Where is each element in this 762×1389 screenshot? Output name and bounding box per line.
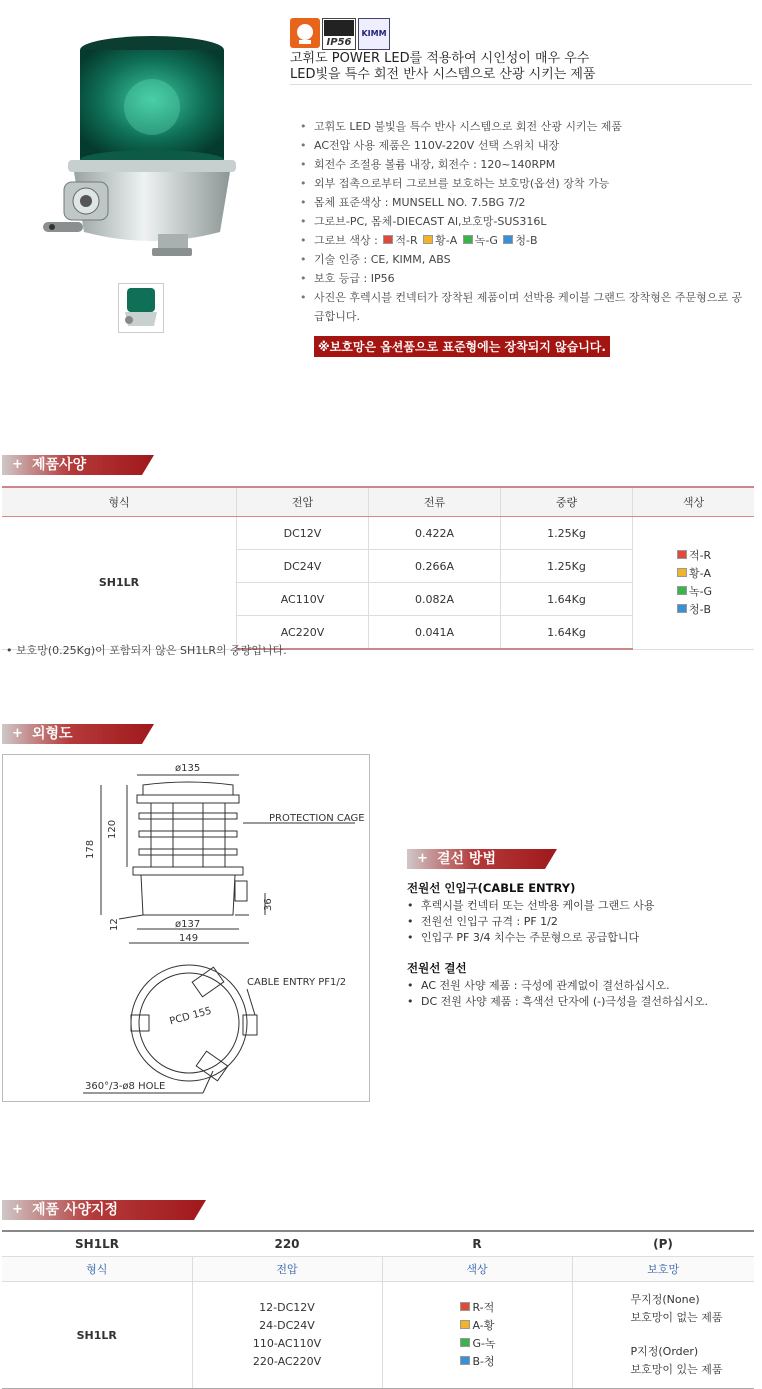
pcd-label: PCD 155 xyxy=(168,1005,213,1028)
feature-item: • 보호 등급 : IP56 xyxy=(300,269,752,288)
glove-color: 청-B xyxy=(515,234,538,247)
plus-icon: + xyxy=(12,457,23,472)
product-thumbnail[interactable] xyxy=(118,283,164,333)
current-cell: 0.422A xyxy=(369,517,501,550)
glove-color: 적-R xyxy=(395,234,418,247)
feature-item-glove-colors xyxy=(300,231,752,250)
guard-none-title: 무지정(None) xyxy=(630,1293,700,1306)
amber-swatch-icon xyxy=(460,1320,470,1329)
column-header: 형식 xyxy=(2,487,237,517)
code-color: R xyxy=(382,1231,572,1257)
voltage-cell: DC12V xyxy=(237,517,369,550)
feature-item: • 기술 인증 : CE, KIMM, ABS xyxy=(300,250,752,269)
list-item: • 전원선 인입구 규격 : PF 1/2 xyxy=(407,914,757,930)
feature-item: • 사진은 후렉시블 컨넥터가 장착된 제품이며 선박용 케이블 그랜드 장착형은 주문형으로 공급합니다. xyxy=(300,288,752,326)
table-row xyxy=(2,517,754,550)
list-item: • 인입구 PF 3/4 치수는 주문형으로 공급합니다 xyxy=(407,930,757,946)
section-header-order xyxy=(2,1200,206,1220)
sub-header: 형식 xyxy=(2,1257,192,1282)
dimension-drawing xyxy=(2,754,370,1102)
feature-list xyxy=(300,117,752,326)
order-voltages xyxy=(192,1282,382,1389)
color-option: R-적 xyxy=(472,1301,495,1314)
list-item: • AC 전원 사양 제품 : 극성에 관계없이 결선하십시오. xyxy=(407,978,757,994)
red-swatch-icon xyxy=(677,550,687,559)
section-title: 결선 방법 xyxy=(437,851,496,867)
weight-cell: 1.25Kg xyxy=(501,517,633,550)
feature-item: • AC전압 사용 제품은 110V-220V 선택 스위치 내장 xyxy=(300,136,752,155)
code-model: SH1LR xyxy=(2,1231,192,1257)
glove-color: 녹-G xyxy=(474,234,498,247)
code-voltage: 220 xyxy=(192,1231,382,1257)
amber-swatch-icon xyxy=(423,235,433,244)
order-colors xyxy=(382,1282,572,1389)
red-swatch-icon xyxy=(460,1302,470,1311)
order-sub-row xyxy=(2,1257,754,1282)
model-cell: SH1LR xyxy=(2,517,237,650)
weight-note-text: 보호망(0.25Kg)이 포함되지 않은 SH1LR의 중량입니다. xyxy=(16,644,287,657)
section-header-drawing xyxy=(2,724,154,744)
hole-label: 360°/3-ø8 HOLE xyxy=(85,1081,166,1092)
voltage-cell: AC110V xyxy=(237,583,369,616)
ip-rating-icon xyxy=(322,18,356,50)
cable-entry-title: 전원선 인입구(CABLE ENTRY) xyxy=(407,881,576,895)
voltage-option: 110-AC110V xyxy=(252,1337,322,1350)
plus-icon: + xyxy=(12,1202,23,1217)
feature-item: • 회전수 조절용 볼륨 내장, 회전수 : 120~140RPM xyxy=(300,155,752,174)
color-option: A-황 xyxy=(472,1319,495,1332)
code-guard: (P) xyxy=(572,1231,754,1257)
warning-lamp-icon xyxy=(290,18,320,48)
column-header: 중량 xyxy=(501,487,633,517)
red-swatch-icon xyxy=(383,235,393,244)
weight-cell: 1.25Kg xyxy=(501,550,633,583)
section-header-wiring xyxy=(407,849,557,869)
green-swatch-icon xyxy=(463,235,473,244)
voltage-cell: DC24V xyxy=(237,550,369,583)
dim-149: 149 xyxy=(179,933,199,944)
green-swatch-icon xyxy=(460,1338,470,1347)
color-label: 녹-G xyxy=(688,584,713,598)
feature-item: • 외부 접촉으로부터 그로브를 보호하는 보호망(옵션) 장착 가능 xyxy=(300,174,752,193)
dim-36: 36 xyxy=(263,898,274,911)
order-code-row xyxy=(2,1231,754,1257)
current-cell: 0.041A xyxy=(369,616,501,650)
voltage-cell: AC220V xyxy=(237,616,369,650)
section-title: 제품 사양지정 xyxy=(32,1202,119,1218)
wiring-info xyxy=(407,880,757,1024)
current-cell: 0.082A xyxy=(369,583,501,616)
section-title: 제품사양 xyxy=(32,457,87,473)
dim-12: 12 xyxy=(109,918,120,931)
list-item: • 후렉시블 컨넥터 또는 선박용 케이블 그랜드 사용 xyxy=(407,898,757,914)
dim-120: 120 xyxy=(107,819,118,839)
protection-cage-label: PROTECTION CAGE xyxy=(269,813,365,824)
current-cell: 0.266A xyxy=(369,550,501,583)
voltage-option: 24-DC24V xyxy=(259,1319,315,1332)
weight-note: • 보호망(0.25Kg)이 포함되지 않은 SH1LR의 중량입니다. xyxy=(6,644,287,657)
spec-table xyxy=(2,486,754,650)
sub-header: 보호망 xyxy=(572,1257,754,1282)
dim-d135: ø135 xyxy=(175,763,201,774)
ip-rating-label: IP56 xyxy=(326,37,352,48)
green-swatch-icon xyxy=(677,586,687,595)
kimm-label: KIMM xyxy=(361,29,387,38)
color-option: G-녹 xyxy=(472,1337,496,1350)
dim-178: 178 xyxy=(85,839,96,859)
guard-notice: ※보호망은 옵션품으로 표준형에는 장착되지 않습니다. xyxy=(314,336,610,357)
column-header: 전압 xyxy=(237,487,369,517)
headline-line2: LED빛을 특수 회전 반사 시스템으로 산광 시키는 제품 xyxy=(290,67,596,82)
weight-cell: 1.64Kg xyxy=(501,616,633,650)
blue-swatch-icon xyxy=(677,604,687,613)
weight-cell: 1.64Kg xyxy=(501,583,633,616)
feature-item: • 고휘도 LED 불빛을 특수 반사 시스템으로 회전 산광 시키는 제품 xyxy=(300,117,752,136)
guard-order-title: P지정(Order) xyxy=(630,1345,699,1358)
order-table xyxy=(2,1230,754,1389)
blue-swatch-icon xyxy=(460,1356,470,1365)
column-header: 전류 xyxy=(369,487,501,517)
color-cell xyxy=(633,517,755,650)
blue-swatch-icon xyxy=(503,235,513,244)
voltage-option: 12-DC12V xyxy=(259,1301,315,1314)
order-model: SH1LR xyxy=(2,1282,192,1389)
kimm-cert-icon xyxy=(358,18,390,50)
amber-swatch-icon xyxy=(677,568,687,577)
plus-icon: + xyxy=(417,851,428,866)
glove-color: 황-A xyxy=(435,234,458,247)
color-option: B-청 xyxy=(472,1355,495,1368)
dim-d137: ø137 xyxy=(175,919,201,930)
table-header-row xyxy=(2,487,754,517)
order-body-row xyxy=(2,1282,754,1389)
sub-header: 색상 xyxy=(382,1257,572,1282)
connection-title: 전원선 결선 xyxy=(407,961,467,975)
voltage-option: 220-AC220V xyxy=(252,1355,322,1368)
section-header-spec xyxy=(2,455,154,475)
plus-icon: + xyxy=(12,726,23,741)
column-header: 색상 xyxy=(633,487,755,517)
feature-item: • 그로브-PC, 몸체-DIECAST Al,보호망-SUS316L xyxy=(300,212,752,231)
feature-item: • 몸체 표준색상 : MUNSELL NO. 7.5BG 7/2 xyxy=(300,193,752,212)
order-guard xyxy=(572,1282,754,1389)
guard-none-desc: 보호망이 없는 제품 xyxy=(630,1311,723,1324)
list-item: • DC 전원 사양 제품 : 흑색선 단자에 (-)극성을 결선하십시오. xyxy=(407,994,757,1010)
cable-entry-label: CABLE ENTRY PF1/2 xyxy=(247,977,347,988)
color-label: 황-A xyxy=(688,566,712,580)
headline-line1: 고휘도 POWER LED를 적용하여 시인성이 매우 우수 xyxy=(290,51,590,66)
color-label: 적-R xyxy=(688,548,712,562)
headline xyxy=(290,51,596,83)
section-title: 외형도 xyxy=(32,726,73,742)
guard-order-desc: 보호망이 있는 제품 xyxy=(630,1363,723,1376)
color-label: 청-B xyxy=(688,602,712,616)
sub-header: 전압 xyxy=(192,1257,382,1282)
glove-color-label: 그로브 색상 : xyxy=(314,234,378,247)
divider xyxy=(290,84,752,85)
product-photo xyxy=(40,22,260,272)
